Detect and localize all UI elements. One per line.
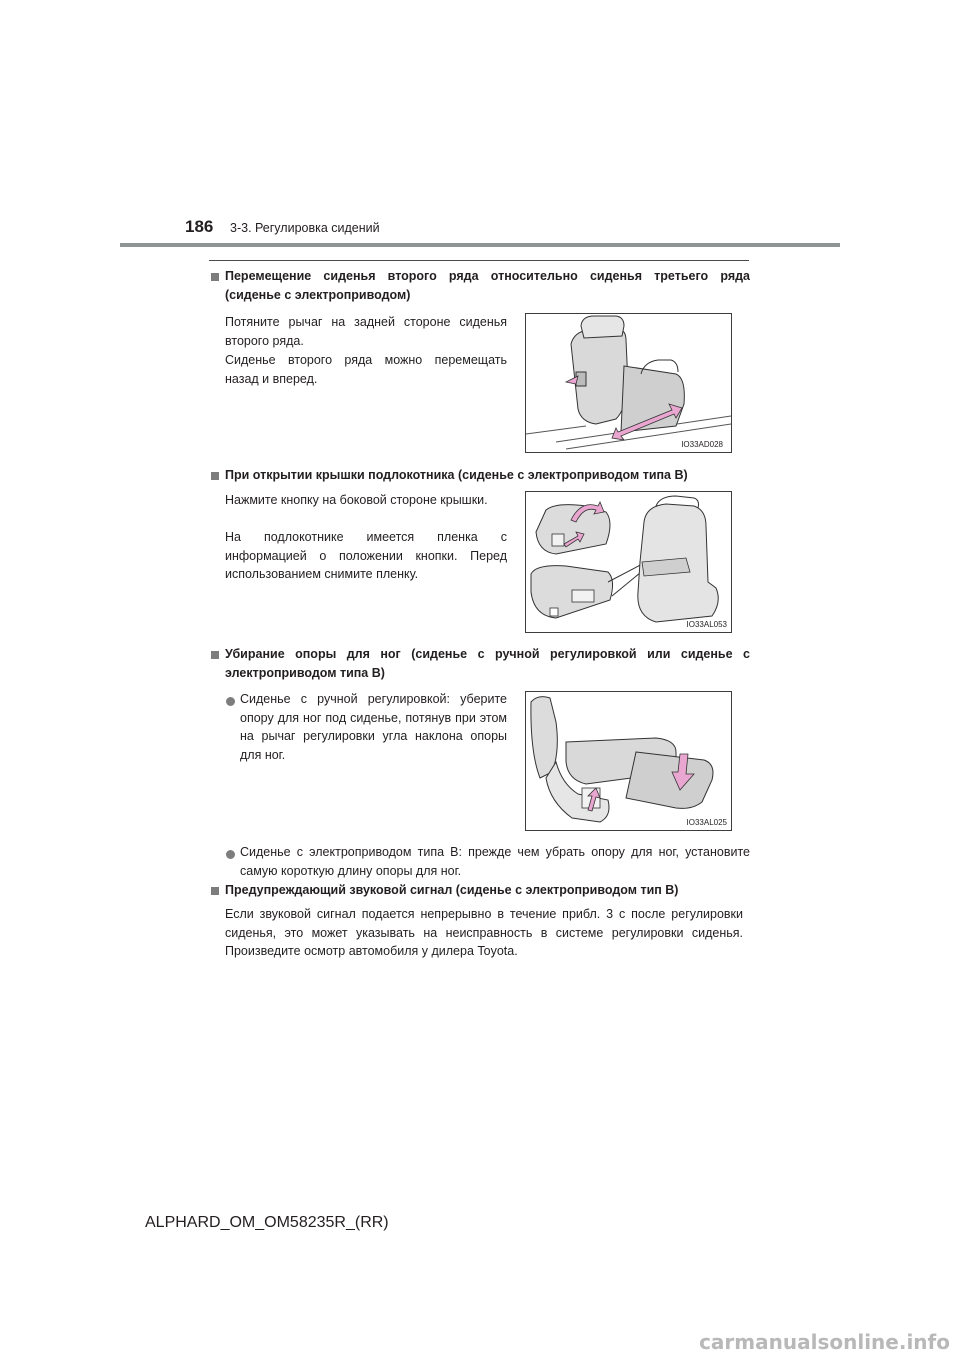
section-heading-1: Перемещение сиденья второго ряда относительно сиденья третьего ряда (225, 269, 750, 283)
round-bullet-icon (226, 697, 235, 706)
square-bullet-icon (211, 651, 219, 659)
footrest-illustration (526, 692, 731, 830)
figure-code: IO33AD028 (681, 440, 723, 449)
section-3-bullet-2: Сиденье с электроприводом типа B: прежде чем убрать опору для ног, установите самую короткую длину опоры для ног. (240, 845, 750, 878)
section-4-paragraph: Если звуковой сигнал подается непрерывно в течение прибл. 3 с после регулировки сиденья, это может указывать на неисправность в системе регулировки сиденья. Произведите осмотр автомобиля у дилера Toyota. (225, 907, 743, 958)
section-2-paragraph-b: На подлокотнике имеется пленка с информацией о положении кнопки. Перед использованием снимите пленку. (225, 530, 507, 581)
section-1-paragraph-1: Потяните рычаг на задней стороне сиденья второго ряда. (225, 315, 507, 348)
square-bullet-icon (211, 273, 219, 281)
section-heading-3: Убирание опоры для ног (сиденье с ручной регулировкой или сиденье с (225, 647, 750, 661)
section-heading-3-cont: электроприводом типа B) (225, 666, 385, 680)
figure-footrest (525, 691, 732, 831)
section-1-paragraph-2: Сиденье второго ряда можно перемещать назад и вперед. (225, 353, 507, 386)
figure-code: IO33AL025 (686, 818, 727, 827)
manual-code: ALPHARD_OM_OM58235R_(RR) (145, 1214, 389, 1231)
section-heading-4: Предупреждающий звуковой сигнал (сиденье с электроприводом тип B) (225, 883, 679, 897)
section-2-paragraph: Нажмите кнопку на боковой стороне крышки. (225, 493, 488, 507)
figure-code: IO33AL053 (686, 620, 727, 629)
armrest-illustration (526, 492, 731, 632)
page-number: 186 (185, 217, 214, 236)
header-rule (120, 243, 840, 247)
section-title: 3-3. Регулировка сидений (230, 221, 380, 235)
round-bullet-icon (226, 850, 235, 859)
content-rule (209, 260, 749, 261)
section-heading-2: При открытии крышки подлокотника (сиденье с электроприводом типа B) (225, 468, 688, 482)
figure-seat-slide (525, 313, 732, 453)
square-bullet-icon (211, 887, 219, 895)
seat-slide-illustration (526, 314, 731, 452)
section-heading-1-cont: (сиденье с электроприводом) (225, 288, 411, 302)
watermark: carmanualsonline.info (699, 1330, 950, 1354)
section-3-bullet-1: Сиденье с ручной регулировкой: уберите опору для ног под сиденье, потянув при этом на рычаг регулировки угла наклона опоры для ног. (240, 692, 507, 762)
figure-armrest (525, 491, 732, 633)
square-bullet-icon (211, 472, 219, 480)
